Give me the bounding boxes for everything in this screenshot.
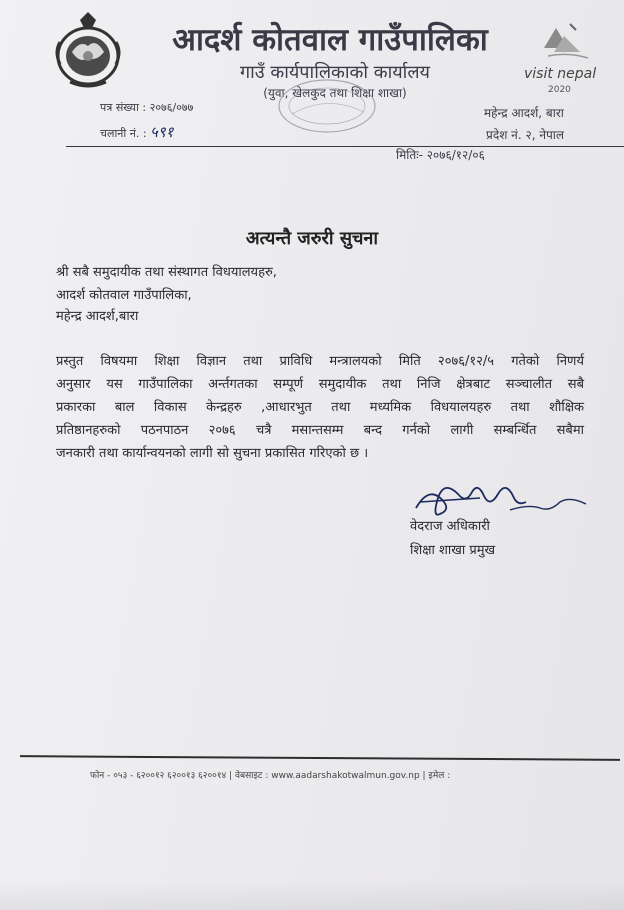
notice-heading: अत्यन्तै जरुरी सुचना [245, 228, 379, 249]
municipality-title: आदर्श कोतवाल गाउँपालिका [172, 22, 488, 58]
header-divider [66, 146, 624, 147]
recipient-line-1: श्री सबै समुदायीक तथा संस्थागत विधयालयहरु, [56, 265, 277, 280]
signatory-title: शिक्षा शाखा प्रमुख [410, 543, 496, 558]
dispatch-number-label: चलानी नं. : [100, 127, 147, 140]
dispatch-number-value: ५९१ [150, 123, 174, 141]
paper-shadow [0, 880, 624, 910]
recipient-line-3: महेन्द्र आदर्श,बारा [56, 309, 139, 324]
nepal-emblem-icon [50, 12, 126, 92]
letter-date: मितिः- २०७६/१२/०६ [396, 148, 485, 162]
letter-number: पत्र संख्या : २०७६/०७७ [100, 101, 194, 114]
recipient-line-2: आदर्श कोतवाल गाउँपालिका, [56, 288, 192, 303]
footer-contact: फोन - ०५३ - ६२००१२ ६२००१३ ६२००१४ | वेबसाइट : www.aadarshakotwalmun.gov.np | इमेल : [90, 771, 451, 781]
address-line-2: प्रदेश नं. २, नेपाल [486, 128, 565, 142]
body-line-5: जनकारी तथा कार्यान्वयनको लागी सो सुचना प्रकासित गरिएको छ । [56, 446, 369, 461]
visit-nepal-wordmark [524, 66, 596, 82]
body-line-2: अनुसार यस गाउँपालिका अर्न्तगतका सम्पूर्ण समुदायीक तथा निजि क्षेत्रबाट सञ्चालीत सबै [56, 377, 584, 392]
stamp-icon [272, 74, 382, 138]
signatory-name: वेदराज अधिकारी [410, 519, 490, 534]
address-line-1: महेन्द्र आदर्श, बारा [484, 106, 564, 120]
body-line-4: प्रतिष्ठानहरुको पठनपाठन २०७६ चत्रै मसान्तसम्म बन्द गर्नको लागी सम्बर्न्धित सबैमा [56, 423, 584, 438]
section-name: (युवा, खेलकुद तथा शिक्षा शाखा) [263, 86, 407, 100]
visit-nepal-text: visit nepal [524, 66, 597, 82]
body-line-1: प्रस्तुत विषयमा शिक्षा विज्ञान तथा प्राविधि मन्त्रालयको मिति २०७६/१२/५ गतेको निणर्य [56, 354, 584, 369]
dispatch-number-row [100, 122, 173, 142]
footer-divider [20, 755, 620, 761]
body-line-3: प्रकारका बाल विकास केन्द्रहरु ,आधारभुत तथा मध्यमिक विधयालयहरु तथा शौक्षिक [56, 400, 584, 415]
office-subtitle: गाउँ कार्यपालिकाको कार्यालय [240, 62, 430, 83]
visit-nepal-year: 2020 [548, 85, 571, 95]
